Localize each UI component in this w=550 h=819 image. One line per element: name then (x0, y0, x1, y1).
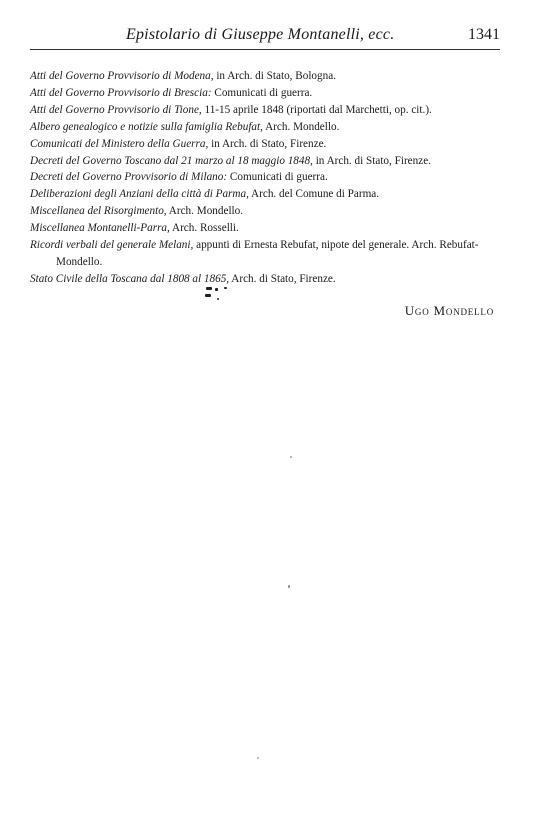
sources-list (30, 68, 498, 288)
source-title: Atti del Governo Provvisorio di Tione, (30, 103, 202, 116)
source-entry (30, 203, 498, 220)
source-entry (30, 237, 498, 271)
source-title: Stato Civile della Toscana dal 1808 al 1865, (30, 272, 230, 285)
ink-speck (217, 298, 219, 300)
ink-speck (205, 294, 211, 297)
ink-speck (215, 288, 218, 291)
source-title: Comunicati del Ministero della Guerra, (30, 137, 209, 150)
source-title: Atti del Governo Provvisorio di Modena, (30, 70, 214, 82)
source-details: in Arch. di Stato, Bologna. (213, 70, 336, 82)
source-details: Arch. di Stato, Firenze. (229, 272, 336, 285)
header-rule (30, 49, 500, 50)
source-details: Comunicati di guerra. (211, 86, 313, 99)
source-entry (30, 271, 498, 288)
source-title: Decreti del Governo Provvisorio di Milano: (30, 171, 228, 184)
source-entry (30, 153, 498, 170)
page-number: 1341 (468, 26, 500, 43)
source-title: Miscellanea del Risorgimento, (30, 205, 167, 218)
source-entry (30, 136, 498, 153)
ink-speck (224, 287, 227, 289)
source-details: 11-15 aprile 1848 (riportati dal Marchetti, op. cit.). (201, 103, 432, 116)
source-details: Arch. Rosselli. (169, 222, 239, 235)
source-details: in Arch. di Stato, Firenze. (208, 137, 327, 150)
source-title: Miscellanea Montanelli-Parra, (30, 222, 170, 235)
source-entry (30, 119, 498, 136)
source-title: Atti del Governo Provvisorio di Brescia: (30, 86, 212, 99)
source-entry (30, 186, 498, 203)
running-title: Epistolario di Giuseppe Montanelli, ecc. (126, 26, 395, 43)
source-title: Deliberazioni degli Anziani della città di Parma, (30, 188, 249, 201)
source-details: Comunicati di guerra. (227, 171, 328, 184)
ink-speck (206, 287, 212, 290)
source-entry (30, 169, 498, 186)
stray-mark (257, 757, 259, 759)
author-signature: Ugo Mondello (404, 303, 494, 318)
stray-mark (288, 585, 290, 588)
source-title: Ricordi verbali del generale Melani, (30, 239, 194, 252)
source-details: appunti di Ernesta Rebufat, nipote del generale. Arch. Rebufat-Mondello. (56, 239, 479, 268)
source-details: in Arch. di Stato, Firenze. (312, 154, 431, 167)
source-title: Decreti del Governo Toscano dal 21 marzo al 18 maggio 1848, (30, 154, 313, 167)
stray-mark (290, 456, 292, 458)
source-entry (30, 85, 498, 102)
source-entry (30, 102, 498, 119)
source-entry (30, 220, 498, 237)
source-details: Arch. Mondello. (166, 205, 244, 218)
running-head (30, 26, 500, 46)
source-title: Albero genealogico e notizie sulla famiglia Rebufat, (30, 120, 263, 133)
source-entry (30, 68, 498, 85)
source-details: Arch. Mondello. (262, 120, 340, 133)
source-details: Arch. del Comune di Parma. (248, 188, 380, 201)
